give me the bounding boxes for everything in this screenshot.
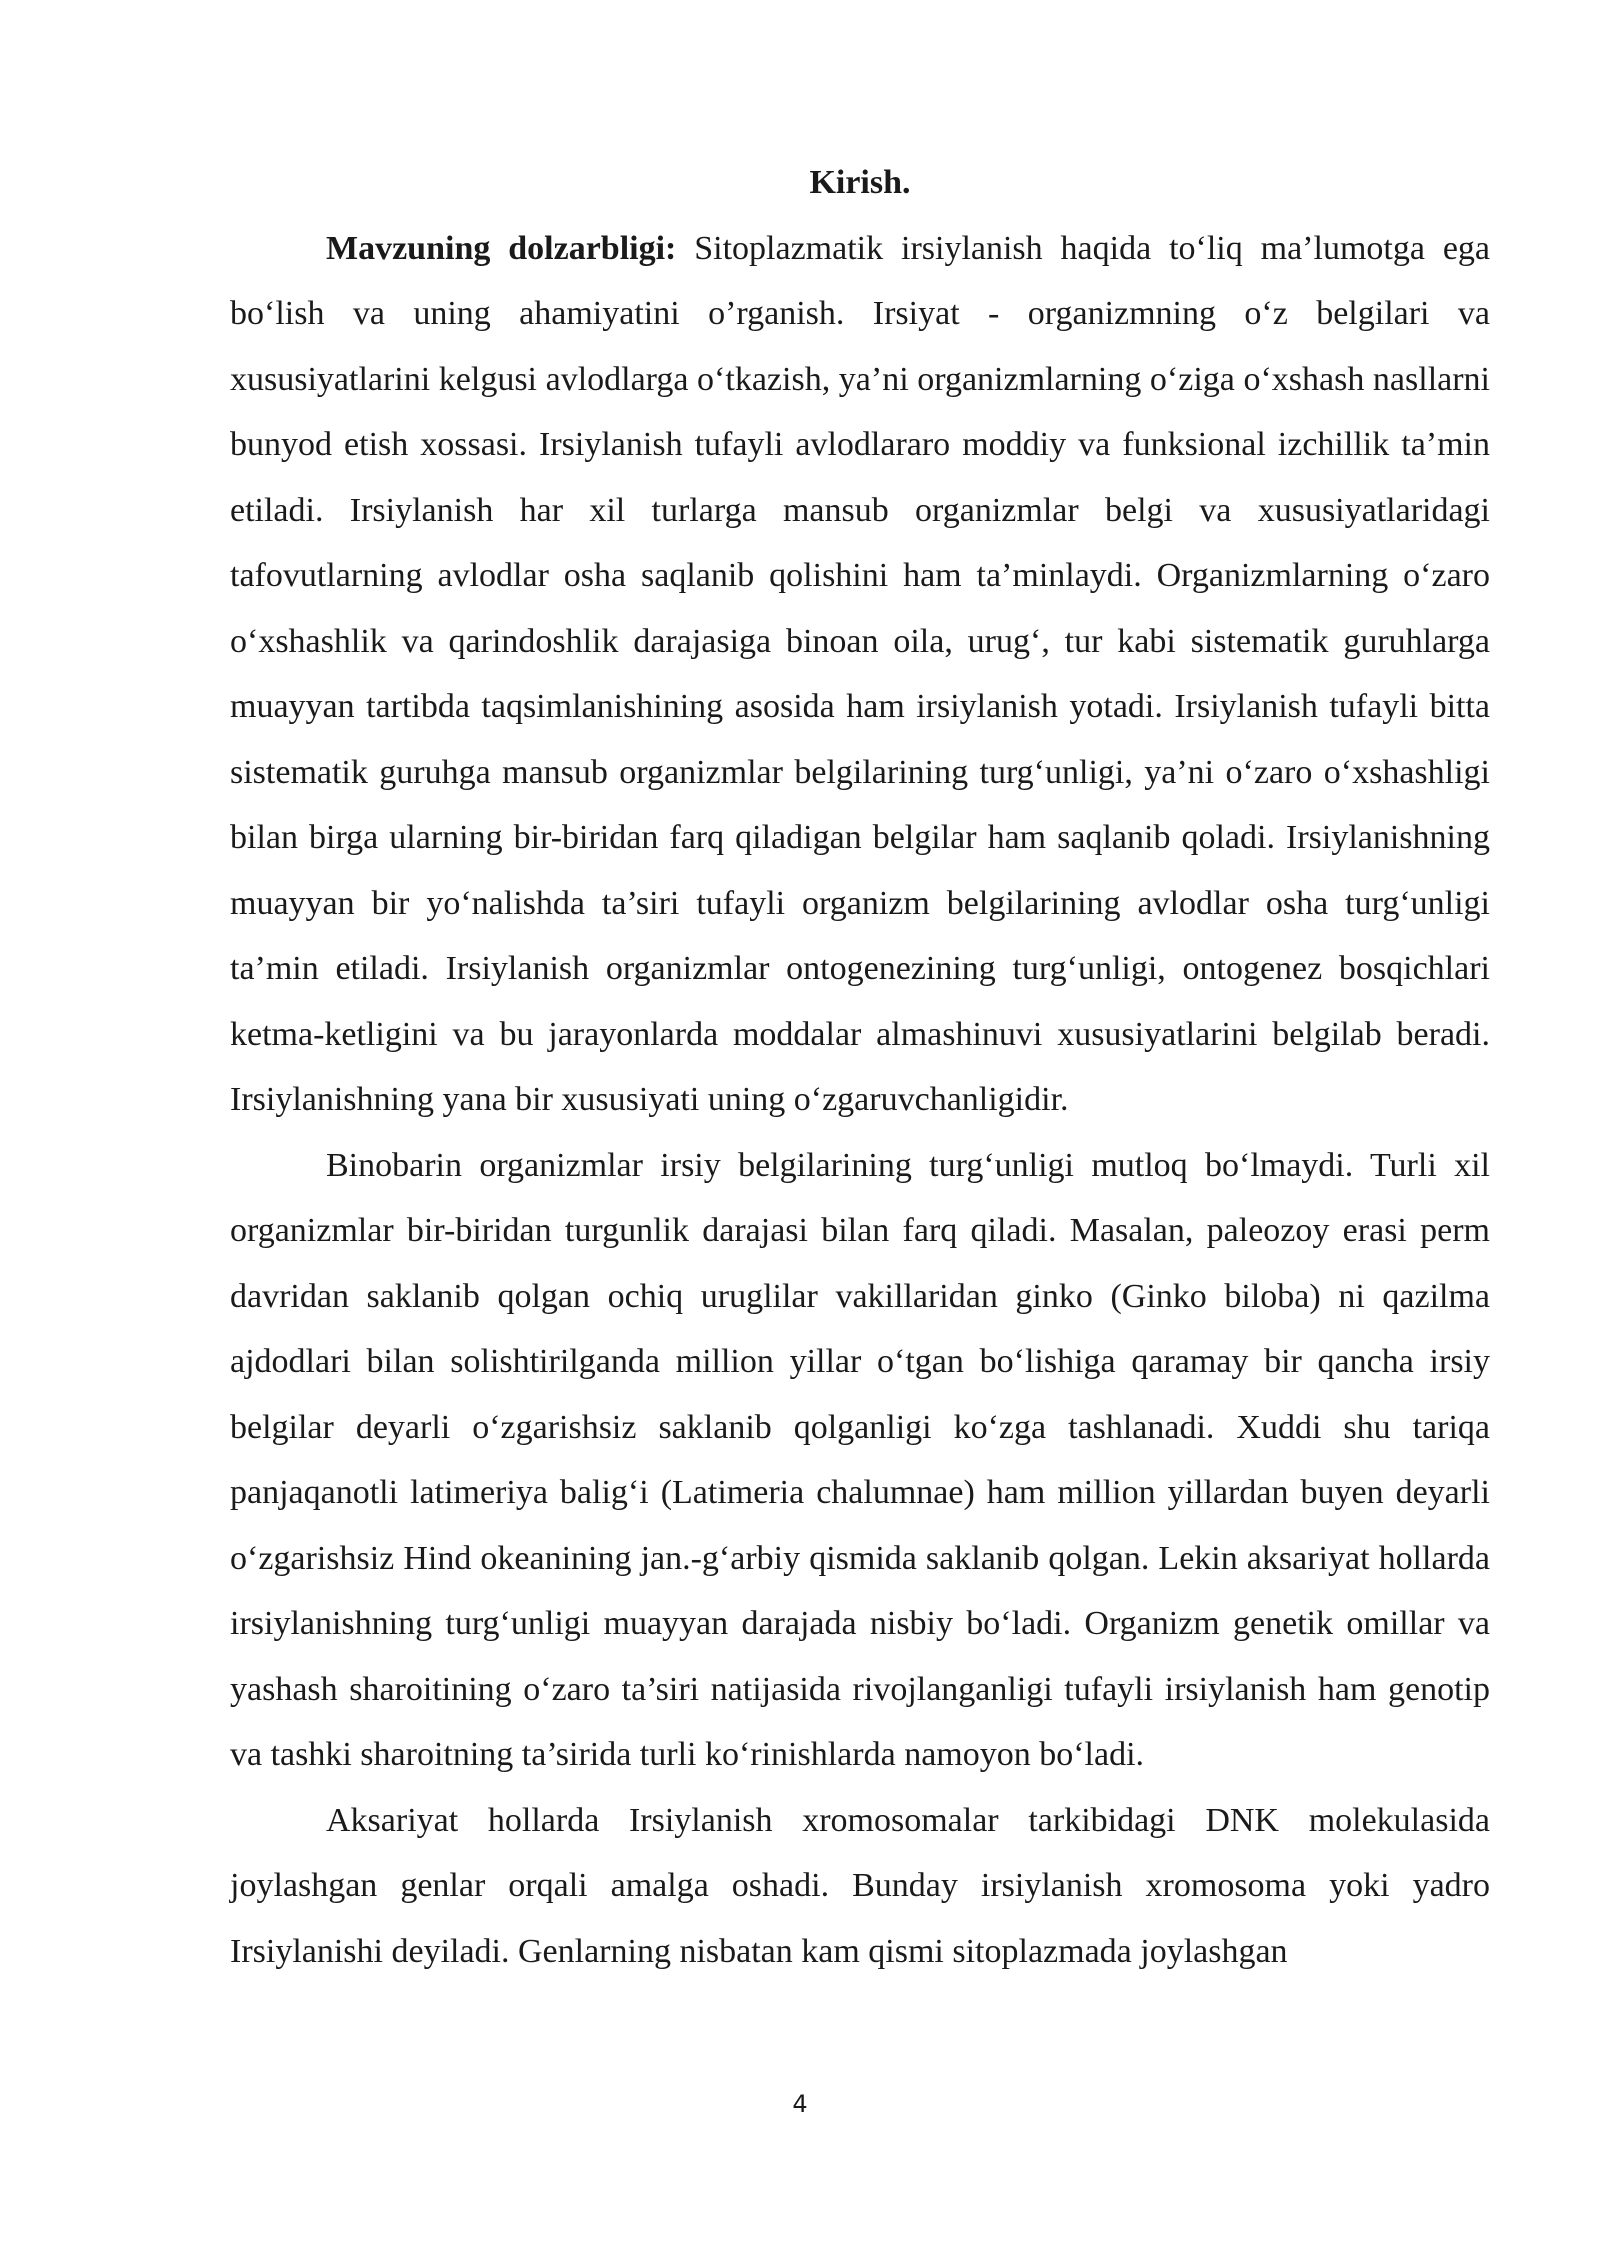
- document-body: [230, 150, 1490, 1984]
- section-heading: Kirish.: [809, 164, 911, 201]
- paragraph-relevance: [230, 216, 1490, 1133]
- paragraph-stability: Binobarin organizmlar irsiy belgilarining turg‘unligi mutloq bo‘lmaydi. Turli xil organizmlar bir-biridan turgunlik darajasi bilan farq qiladi. Masalan, paleozoy erasi perm davridan saklanib qolgan ochiq uruglilar vakillaridan ginko (Ginko biloba) ni qazilma ajdodlari bilan solishtirilganda million yillar o‘tgan bo‘lishiga qaramay bir qancha irsiy belgilar deyarli o‘zgarishsiz saklanib qolganligi ko‘zga tashlanadi. Xuddi shu tariqa panjaqanotli latimeriya balig‘i (Latimeria chalumnae) ham million yillardan buyen deyarli o‘zgarishsiz Hind okeanining jan.-g‘arbiy qismida saklanib qolgan. Lekin aksariyat hollarda irsiylanishning turg‘unligi muayyan darajada nisbiy bo‘ladi. Organizm genetik omillar va yashash sharoitining o‘zaro ta’siri natijasida rivojlanganligi tufayli irsiylanish ham genotip va tashki sharoitning ta’sirida turli ko‘rinishlarda namoyon bo‘ladi.: [230, 1146, 1490, 1773]
- paragraph-chromosomal-inheritance: Aksariyat hollarda Irsiylanish xromosomalar tarkibidagi DNK molekulasida joylashgan genlar orqali amalga oshadi. Bunday irsiylanish xromosoma yoki yadro Irsiylanishi deyiladi. Genlarning nisbatan kam qismi sitoplazmada joylashgan: [230, 1801, 1490, 1970]
- paragraph-lead-label: Mavzuning dolzarbligi:: [326, 229, 677, 267]
- page-number: 4: [792, 2090, 808, 2118]
- paragraph-text: Sitoplazmatik irsiylanish haqida to‘liq ma’lumotga ega bo‘lish va uning ahamiyatini o’rganish. Irsiyat - organizmning o‘z belgilari va xususiyatlarini kelgusi avlodlarga o‘tkazish, ya’ni organizmlarning o‘ziga o‘xshash nasllarni bunyod etish xossasi. Irsiylanish tufayli avlodlararo moddiy va funksional izchillik ta’min etiladi. Irsiylanish har xil turlarga mansub organizmlar belgi va xususiyatlaridagi tafovutlarning avlodlar osha saqlanib qolishini ham ta’minlaydi. Organizmlarning o‘zaro o‘xshashlik va qarindoshlik darajasiga binoan oila, urug‘, tur kabi sistematik guruhlarga muayyan tartibda taqsimlanishining asosida ham irsiylanish yotadi. Irsiylanish tufayli bitta sistematik guruhga mansub organizmlar belgilarining turg‘unligi, ya’ni o‘zaro o‘xshashligi bilan birga ularning bir-biridan farq qiladigan belgilar ham saqlanib qoladi. Irsiylanishning muayyan bir yo‘nalishda ta’siri tufayli organizm belgilarining avlodlar osha turg‘unligi ta’min etiladi. Irsiylanish organizmlar ontogenezining turg‘unligi, ontogenez bosqichlari ketma-ketligini va bu jarayonlarda moddalar almashinuvi xususiyatlarini belgilab beradi. Irsiylanishning yana bir xususiyati uning o‘zgaruvchanligidir.: [230, 229, 1490, 1118]
